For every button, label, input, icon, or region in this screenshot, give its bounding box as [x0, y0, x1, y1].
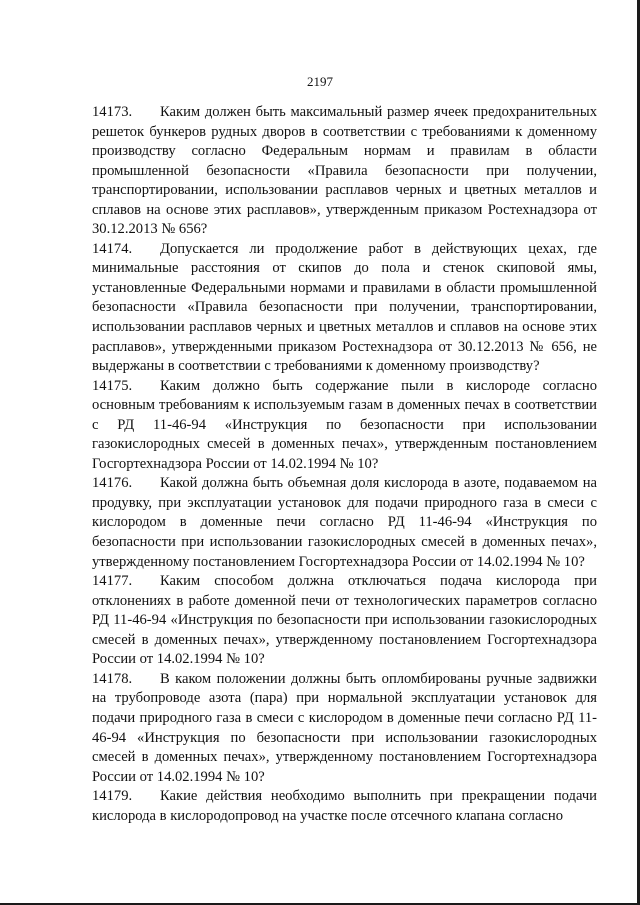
question-number: 14178.: [92, 670, 133, 687]
question-item: [92, 377, 597, 475]
question-item: [92, 670, 597, 787]
questions-list: [92, 103, 597, 826]
question-number: 14176.: [92, 475, 133, 492]
question-text: Каким способом должна отключаться подача кислорода при отклонениях в работе доменной печи от технологических параметров согласно РД 11-46-94 «Инструкция по безопасности при использовании газокислородных смесей в доменных печах», утвержденному постановлением Госгортехнадзора России от 14.02.1994 № 10?: [92, 573, 597, 668]
page-number: 2197: [307, 74, 333, 89]
question-item: [92, 103, 597, 240]
question-number: 14179.: [92, 788, 133, 805]
question-number: 14174.: [92, 240, 133, 257]
question-item: [92, 572, 597, 670]
question-text: Какой должна быть объемная доля кислорода в азоте, подаваемом на продувку, при эксплуатации установок для подачи природного газа в смеси с кислородом в доменные печи согласно РД 11-46-94 «Инструкция по безопасности при использовании газокислородных смесей в доменных печах», утвержденному постановлением Госгортехнадзора России от 14.02.1994 № 10?: [92, 475, 597, 570]
question-number: 14177.: [92, 573, 133, 590]
question-text: Каким должен быть максимальный размер ячеек предохранительных решеток бункеров рудных дворов в соответствии с требованиями к доменному производству согласно Федеральным нормам и правилам в области промышленной безопасности «Правила безопасности при получении, транспортировании, использовании расплавов черных и цветных металлов и сплавов на основе этих расплавов», утвержденным приказом Ростехнадзора от 30.12.2013 № 656?: [92, 104, 597, 238]
question-number: 14175.: [92, 377, 133, 394]
question-number: 14173.: [92, 104, 133, 120]
question-text: В каком положении должны быть опломбированы ручные задвижки на трубопроводе азота (пара) при нормальной эксплуатации установок для подачи природного газа в смеси с кислородом в доменные печи согласно РД 11-46-94 «Инструкция по безопасности при использовании газокислородных смесей в доменных печах», утвержденному постановлением Госгортехнадзора России от 14.02.1994 № 10?: [92, 670, 597, 785]
question-text: Какие действия необходимо выполнить при прекращении подачи кислорода в кислородопровод на участке после отсечного клапана согласно: [92, 788, 597, 824]
question-item: [92, 474, 597, 572]
question-text: Каким должно быть содержание пыли в кислороде согласно основным требованиям к используемым газам в доменных печах в соответствии с РД 11-46-94 «Инструкция по безопасности при использовании газокислородных смесей в доменных печах», утвержденным постановлением Госгортехнадзора России от 14.02.1994 № 10?: [92, 377, 597, 472]
question-text: Допускается ли продолжение работ в действующих цехах, где минимальные расстояния от скипов до пола и стенок скиповой ямы, установленные Федеральными нормами и правилами в области промышленной безопасности «Правила безопасности при получении, транспортировании, использовании расплавов черных и цветных металлов и сплавов на основе этих расплавов», утвержденными приказом Ростехнадзора от 30.12.2013 № 656, не выдержаны в соответствии с требованиями к доменному производству?: [92, 240, 597, 375]
question-item: [92, 240, 597, 377]
question-item: [92, 787, 597, 826]
